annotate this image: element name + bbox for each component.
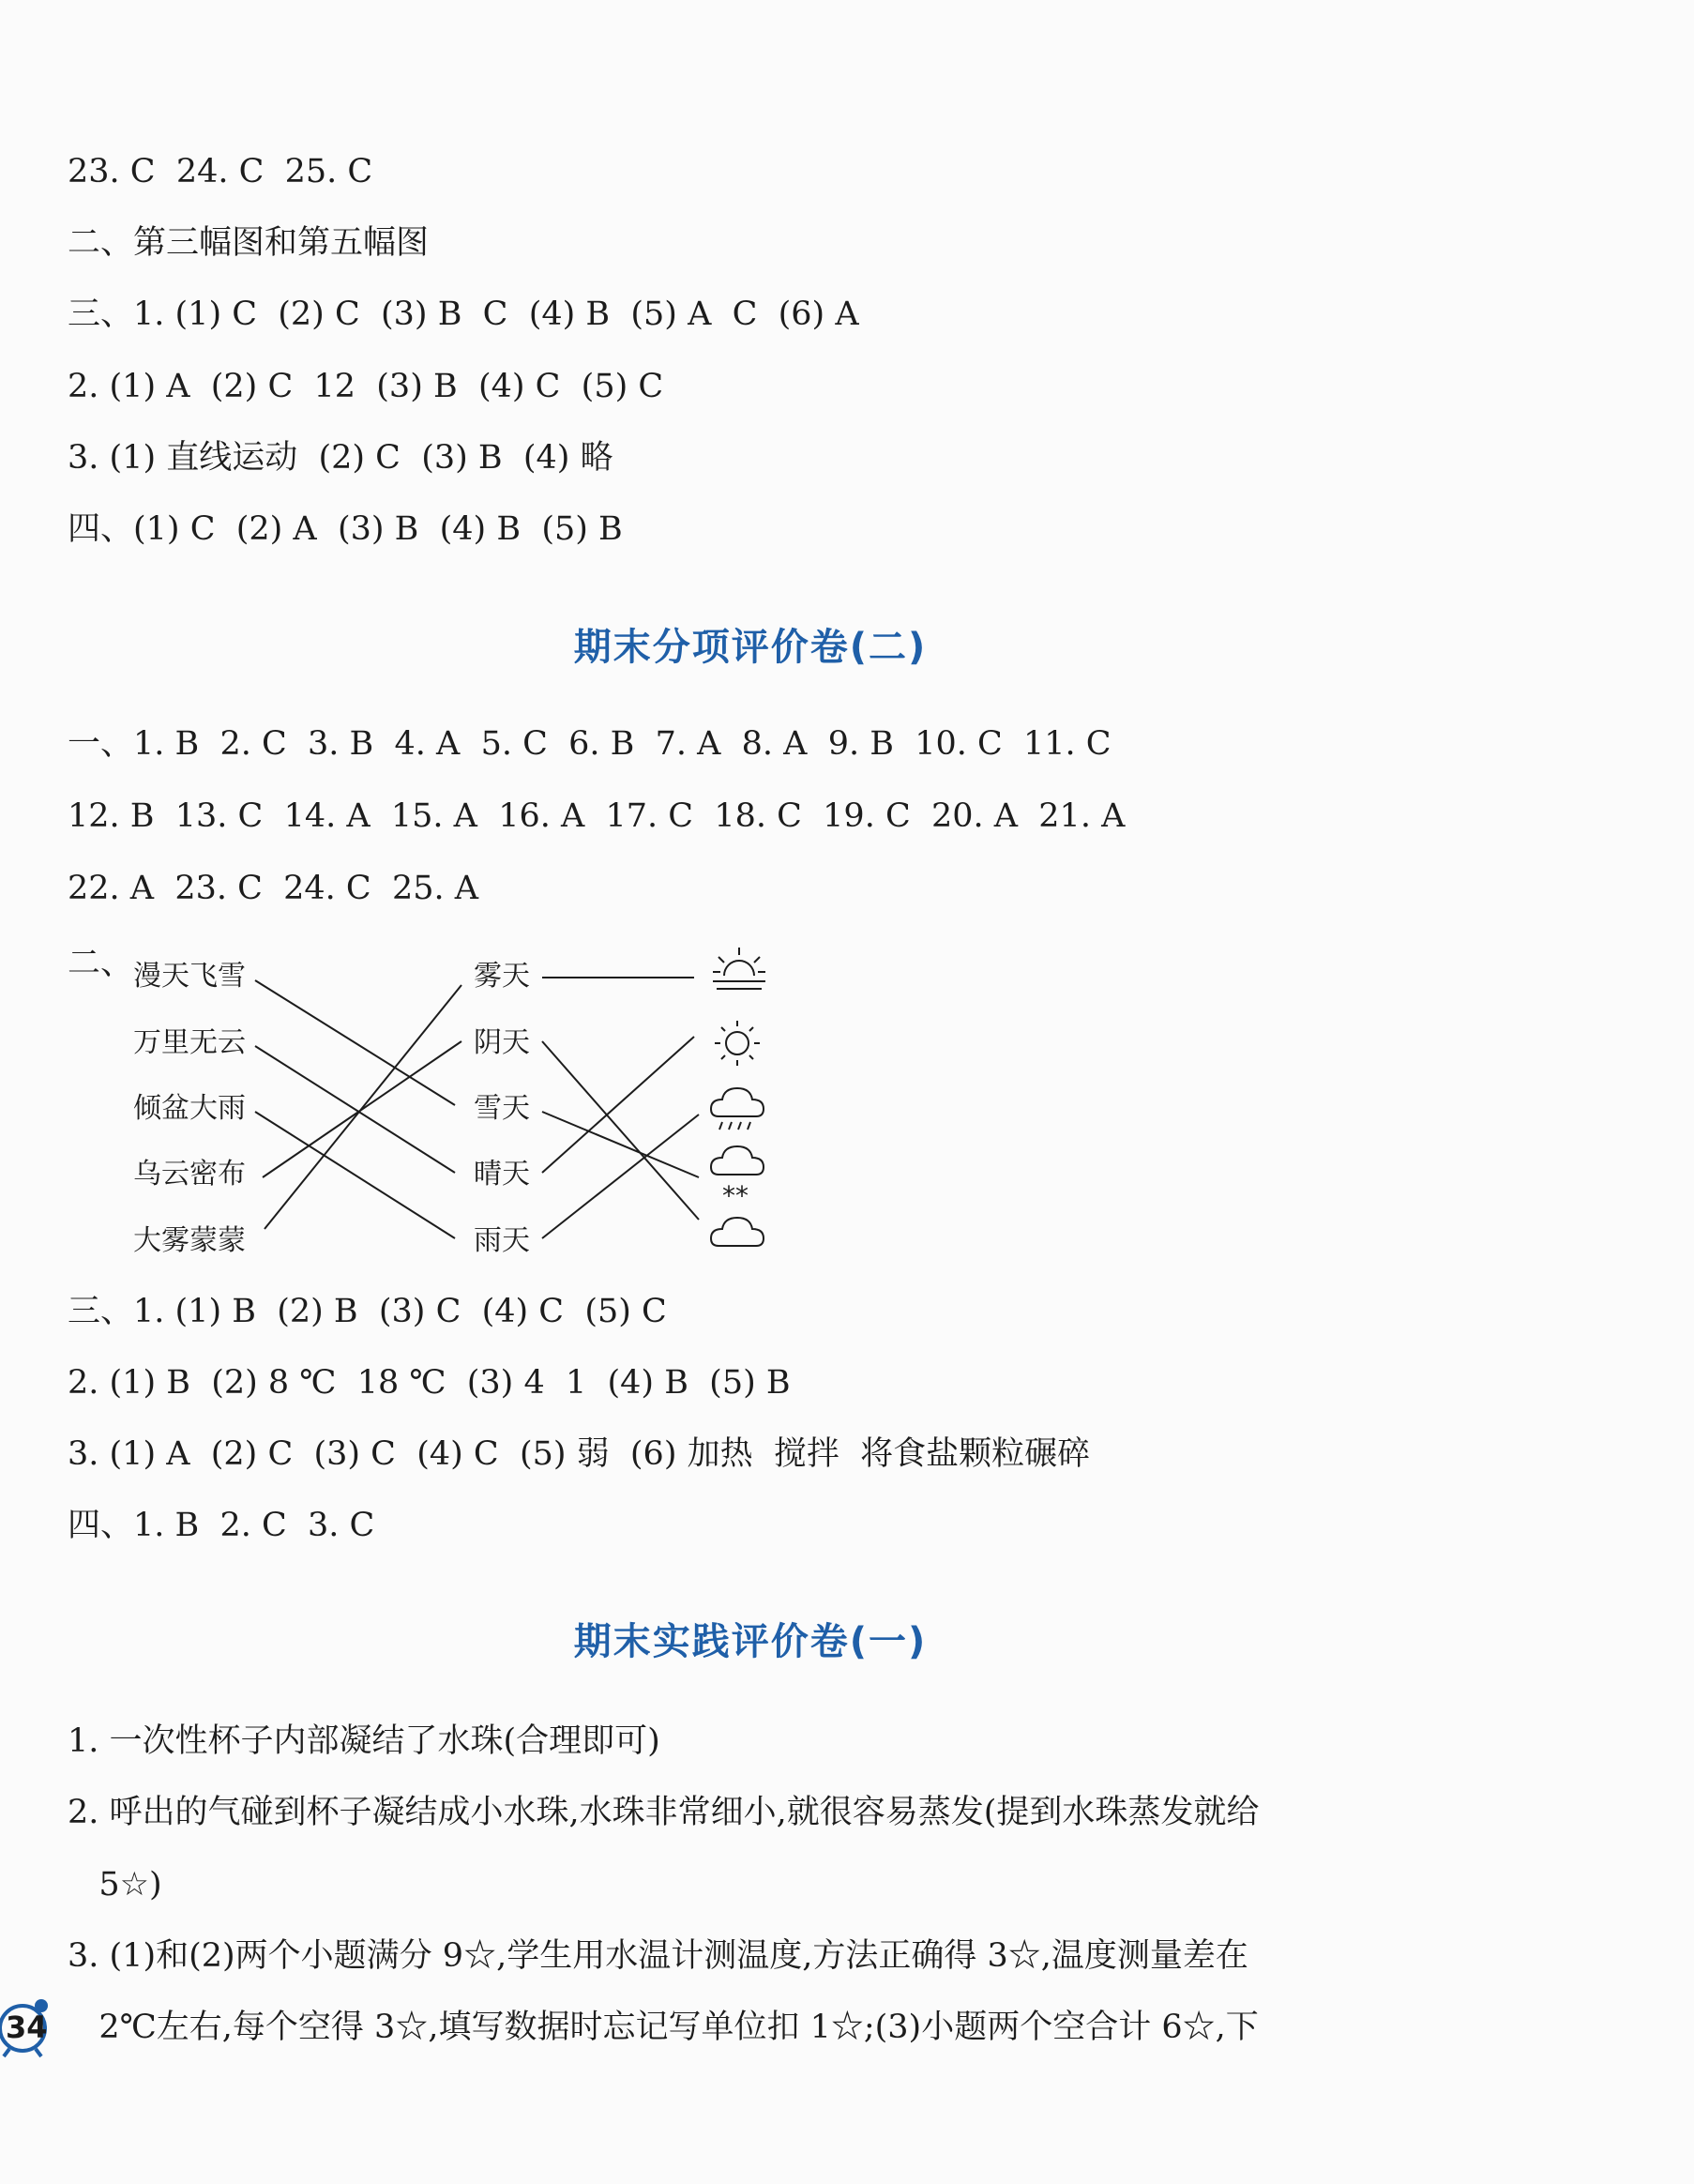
- mid-item: 雨天: [474, 1224, 530, 1257]
- answer-line: 2. (1) A (2) C 12 (3) B (4) C (5) C: [68, 368, 664, 405]
- answer-line: 四、(1) C (2) A (3) B (4) B (5) B: [68, 510, 623, 548]
- match-line: [542, 1115, 699, 1238]
- answer-line: 12. B 13. C 14. A 15. A 16. A 17. C 18. C 19. C 20. A 21. A: [68, 797, 1126, 835]
- page-number-badge: [0, 1994, 58, 2060]
- left-item: 漫天飞雪: [133, 960, 246, 993]
- mid-item: 雪天: [474, 1092, 530, 1125]
- answer-line: 三、1. (1) B (2) B (3) C (4) C (5) C: [68, 1293, 667, 1330]
- answer-line: 1. 一次性杯子内部凝结了水珠(合理即可): [68, 1722, 660, 1760]
- answer-line: 3. (1)和(2)两个小题满分 9☆,学生用水温计测温度,方法正确得 3☆,温度测量差在: [68, 1937, 1248, 1975]
- answer-line: 一、1. B 2. C 3. B 4. A 5. C 6. B 7. A 8. A 9. B 10. C 11. C: [68, 725, 1112, 763]
- mid-item: 阴天: [474, 1026, 530, 1059]
- answer-line: 3. (1) 直线运动 (2) C (3) B (4) 略: [68, 439, 613, 477]
- rain-cloud-icon: [711, 1088, 764, 1130]
- match-line: [542, 1112, 699, 1177]
- match-line: [542, 1041, 699, 1220]
- answer-line: 三、1. (1) C (2) C (3) B C (4) B (5) A C (6) A: [68, 296, 859, 333]
- svg-text:**: **: [722, 1180, 749, 1211]
- left-item: 大雾蒙蒙: [133, 1224, 246, 1257]
- mid-item: 雾天: [474, 960, 530, 993]
- answer-line: 2. 呼出的气碰到杯子凝结成小水珠,水珠非常细小,就很容易蒸发(提到水珠蒸发就给: [68, 1794, 1260, 1831]
- answer-line: 23. C 24. C 25. C: [68, 153, 373, 190]
- page-number: 34: [6, 2010, 48, 2045]
- answer-line: 2℃左右,每个空得 3☆,填写数据时忘记写单位扣 1☆;(3)小题两个空合计 6☆,下: [68, 2009, 1259, 2046]
- match-line: [542, 1037, 694, 1173]
- answer-line: 5☆): [68, 1866, 162, 1903]
- fog-sun-icon: [713, 948, 765, 989]
- section-title: 期末实践评价卷(一): [573, 1620, 928, 1663]
- left-item: 倾盆大雨: [133, 1092, 246, 1125]
- sun-icon: [715, 1021, 760, 1066]
- match-line: [255, 1046, 455, 1173]
- cloud-icon: [711, 1218, 764, 1246]
- answer-line: 四、1. B 2. C 3. C: [68, 1507, 375, 1544]
- match-line: [255, 1112, 455, 1238]
- snow-cloud-icon: [711, 1146, 764, 1211]
- match-line: [255, 980, 455, 1105]
- answer-line: 2. (1) B (2) 8 ℃ 18 ℃ (3) 4 1 (4) B (5) B: [68, 1364, 791, 1402]
- left-item: 万里无云: [133, 1026, 246, 1059]
- section-title: 期末分项评价卷(二): [573, 626, 928, 669]
- answer-line: 3. (1) A (2) C (3) C (4) C (5) 弱 (6) 加热 搅拌 将食盐颗粒碾碎: [68, 1435, 1091, 1473]
- left-item: 乌云密布: [133, 1158, 246, 1191]
- answer-line: 22. A 23. C 24. C 25. A: [68, 870, 479, 907]
- mid-item: 晴天: [474, 1158, 530, 1191]
- answer-line: 二、第三幅图和第五幅图: [68, 224, 430, 262]
- part-label: 二、: [68, 945, 134, 982]
- match-line: [265, 985, 461, 1229]
